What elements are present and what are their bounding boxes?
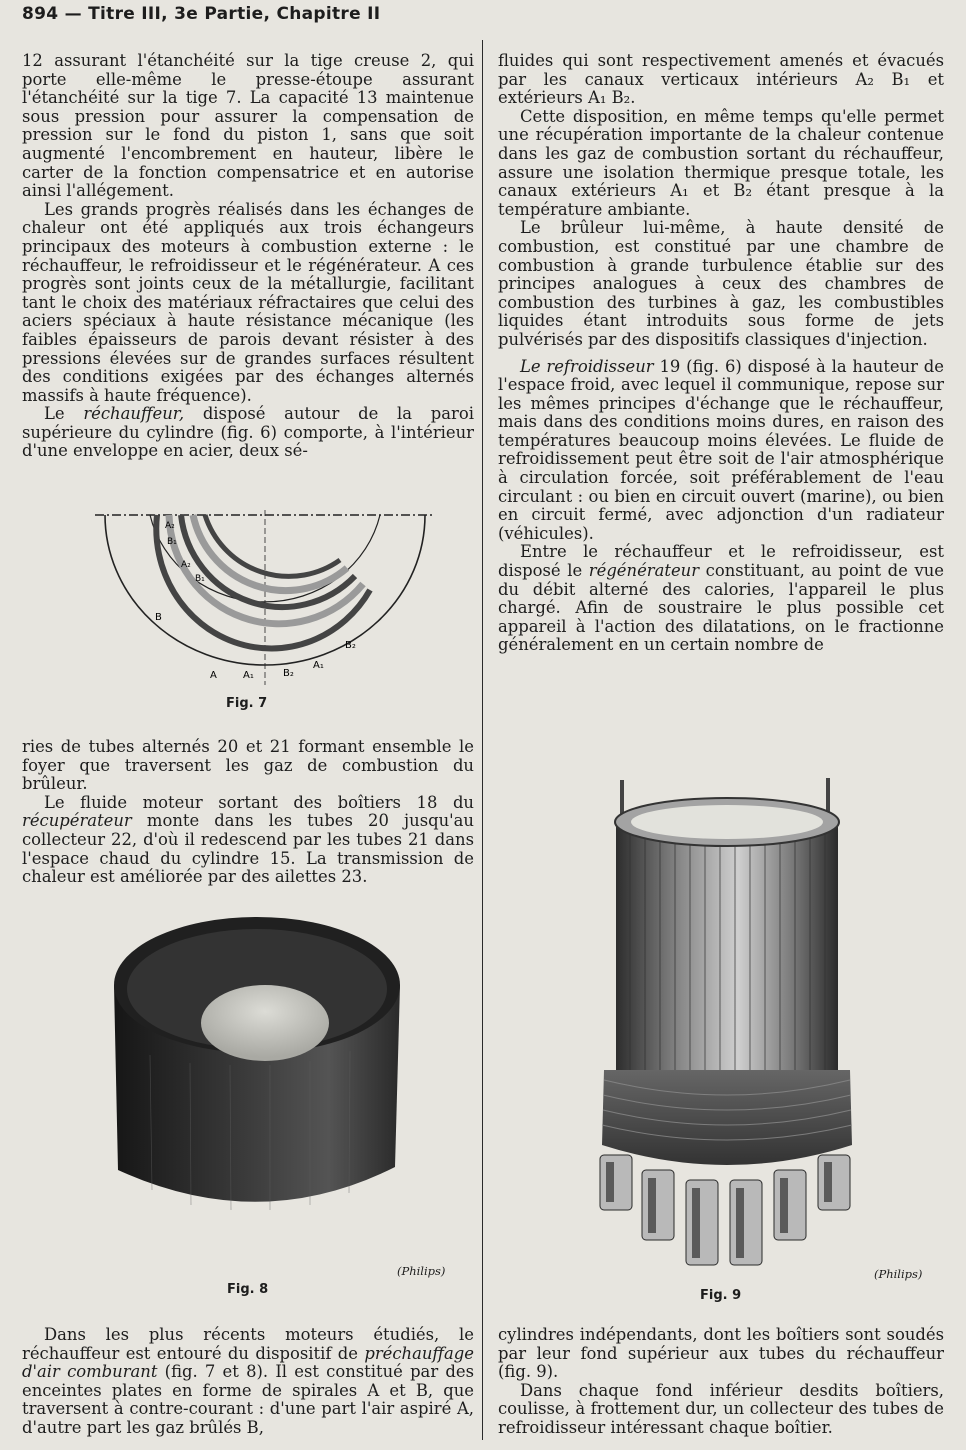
figure-9-credit: (Philips) (874, 1267, 923, 1281)
figure-7-diagram (95, 510, 435, 690)
paragraph: Dans les plus récents moteurs étudiés, le réchauffeur est entouré du dispositif de préchauffage d'air comburant (fig. 7 et 8). Il est constitué par des enceintes plates en forme de spirales A et B, que traversent à contre-courant : d'une part l'air aspiré A, d'autre part les gaz brûlés B, (22, 1325, 474, 1437)
paragraph: 12 assurant l'étanchéité sur la tige creuse 2, qui porte elle-même le presse-étoupe assurant l'étanchéité sur la tige 7. La capacité 13 maintenue sous pression pour assurer la compensation de pression sur le fond du piston 1, sans que soit augmenté l'encombrement en hauteur, libère le carter de la fonction compensatrice et en autorise ainsi l'allégement. (22, 51, 474, 201)
right-column-top (498, 52, 944, 655)
label-b: B (155, 612, 162, 623)
paragraph: fluides qui sont respectivement amenés et évacués par les canaux verticaux intérieurs A₂ B₁ et extérieurs A₁ B₂. (498, 51, 944, 108)
label-a1: A₁ (243, 670, 254, 681)
label-a2: A₂ (165, 521, 175, 531)
figure-8-credit: (Philips) (397, 1264, 446, 1278)
label-b2: B₂ (345, 640, 356, 651)
label-b2: B₂ (283, 668, 294, 679)
right-column-bottom (498, 1326, 944, 1438)
running-header (22, 4, 952, 30)
paragraph: Cette disposition, en même temps qu'elle permet une récupération importante de la chaleur contenue dans les gaz de combustion sortant du réchauffeur, assure une isolation thermique presque totale, les canaux extérieurs A₁ et B₂ étant presque à la température ambiante. (498, 106, 944, 219)
left-column-middle (22, 738, 474, 887)
paragraph: cylindres indépendants, dont les boîtiers sont soudés par leur fond supérieur aux tubes du réchauffeur (fig. 9). (498, 1325, 944, 1382)
figure-9-photo (590, 770, 870, 1290)
figure-8-photo (110, 905, 405, 1215)
running-title: — Titre III, 3e Partie, Chapitre II (64, 4, 381, 24)
paragraph: Le réchauffeur, disposé autour de la paroi supérieure du cylindre (fig. 6) comporte, à l'intérieur d'une enveloppe en acier, deux sé- (22, 404, 474, 461)
label-a: A (210, 670, 217, 681)
figure-7-caption: Fig. 7 (226, 696, 268, 711)
figure-8-caption: Fig. 8 (227, 1282, 269, 1297)
paragraph: Le brûleur lui-même, à haute densité de combustion, est constitué par une chambre de combustion à grande turbulence établie sur des principes analogues à ceux des chambres de combustion des turbines à gaz, les combustibles liquides étant introduits sous forme de jets pulvérisés par des dispositifs classiques d'injection. (498, 218, 944, 349)
paragraph: Le fluide moteur sortant des boîtiers 18 du récupérateur monte dans les tubes 20 jusqu'au collecteur 22, d'où il redescend par les tubes 21 dans l'espace chaud du cylindre 15. La transmission de chaleur est améliorée par des ailettes 23. (22, 792, 474, 887)
paragraph: Dans chaque fond inférieur desdits boîtiers, coulisse, à frottement dur, un collecteur des tubes de refroidisseur intéressant chaque boîtier. (498, 1380, 944, 1437)
label-b1: B₁ (167, 537, 177, 547)
paragraph: ries de tubes alternés 20 et 21 formant ensemble le foyer que traversent les gaz de combustion du brûleur. (22, 737, 474, 794)
left-column-top (22, 52, 474, 461)
left-column-bottom (22, 1326, 474, 1438)
paragraph: Les grands progrès réalisés dans les échanges de chaleur ont été appliqués aux trois échangeurs principaux des moteurs à combustion externe : le réchauffeur, le refroidisseur et le régénérateur. A ces progrès sont joints ceux de la métallurgie, facilitant tant le choix des matériaux réfractaires que celui des aciers spéciaux à haute résistance mécanique (les faibles épaisseurs de parois devant résister à des pressions élevées sur de grandes surfaces résultent des conditions exigées par des échanges alternés massifs à haute fréquence). (22, 199, 474, 405)
label-a1: A₁ (313, 660, 324, 671)
label-a2: A₂ (181, 560, 191, 570)
column-divider (482, 40, 483, 1440)
page-number: 894 (22, 4, 59, 24)
paragraph: Entre le réchauffeur et le refroidisseur, est disposé le régénérateur constituant, au point de vue du débit alterné des calories, l'appareil le plus chargé. Afin de soustraire le plus possible cet appareil à l'action des dilatations, on le fractionne généralement en un certain nombre de (498, 542, 944, 655)
paragraph: Le refroidisseur 19 (fig. 6) disposé à la hauteur de l'espace froid, avec lequel il communique, repose sur les mêmes principes d'échange que le réchauffeur, mais dans des conditions moins dures, en raison des températures beaucoup moins élevées. Le fluide de refroidissement peut être soit de l'air atmosphérique à circulation forcée, soit préférablement de l'eau circulant : ou bien en circuit ouvert (marine), ou bien en circuit fermé, avec adjonction d'un radiateur (véhicules). (498, 356, 945, 543)
figure-9-caption: Fig. 9 (700, 1288, 742, 1303)
label-b1: B₁ (195, 574, 205, 584)
